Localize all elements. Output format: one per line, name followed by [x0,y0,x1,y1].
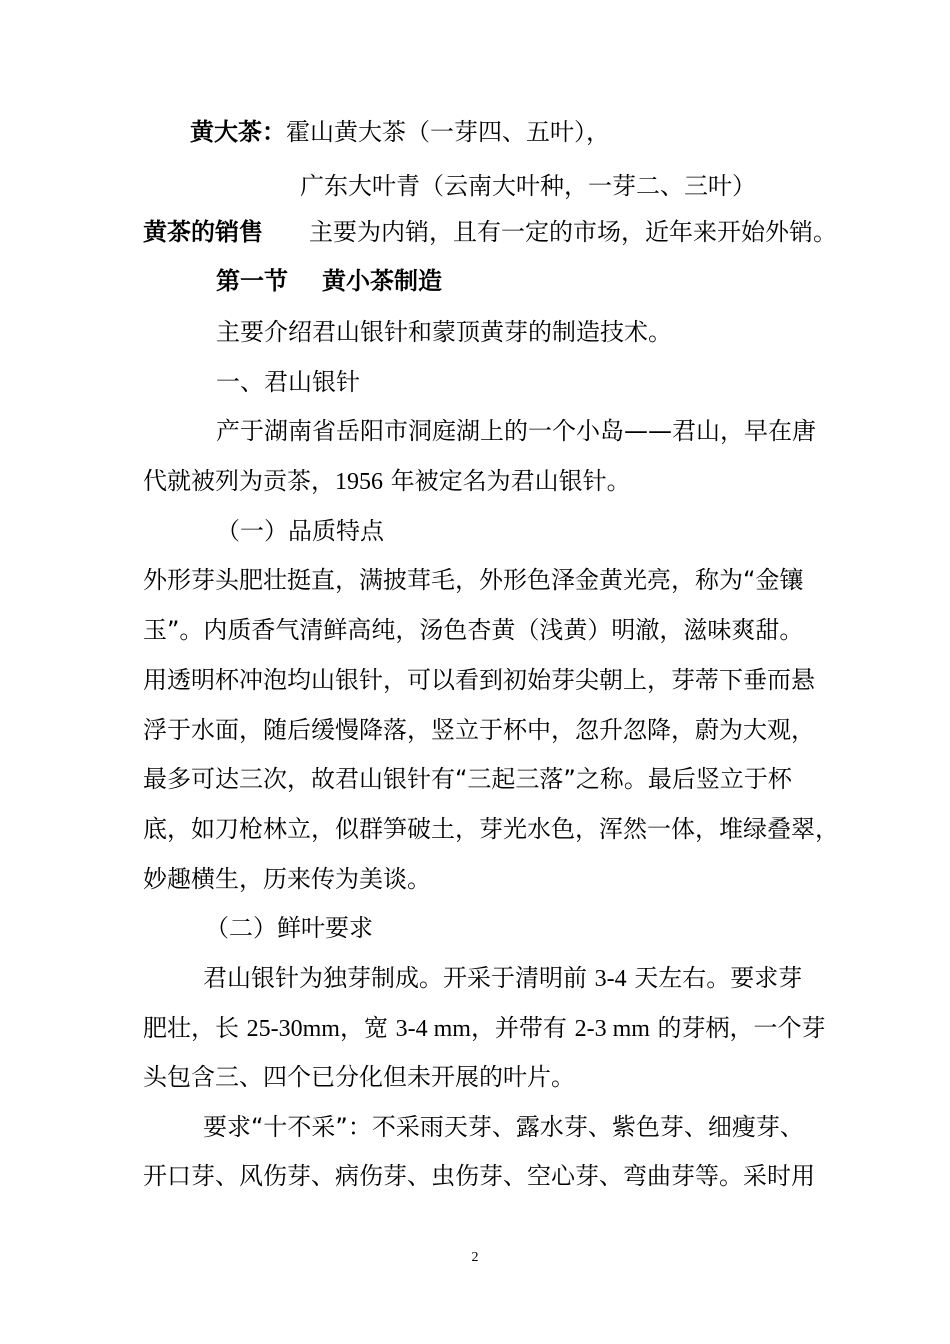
part1-heading: 一、君山银针 [216,368,360,396]
leaf-line5: 开口芽、风伤芽、病伤芽、虫伤芽、空心芽、弯曲芽等。采时用 [143,1162,815,1190]
section-title: 黄小茶制造 [322,267,442,295]
leaf-line2-b: ，宽 [339,1014,396,1042]
sales-text: 主要为内销，且有一定的市场，近年来开始外销。 [309,218,837,246]
leaf-line2 [143,1013,826,1044]
leaf-line2-d: 的芽柄，一个芽 [649,1014,826,1042]
quality-heading: （一）品质特点 [216,517,384,545]
leaf-line1 [203,963,802,994]
section-heading [216,266,442,296]
origin-line2 [143,466,631,497]
leaf-line1-a: 君山银针为独芽制成。开采于清明前 [203,964,595,992]
page-number: 2 [471,1250,479,1265]
leaf-line2-a: 肥壮，长 [143,1014,247,1042]
sales-label: 黄茶的销售 [143,218,263,246]
huangdacha-line2: 广东大叶青（云南大叶种，一芽二、三叶） [300,172,756,200]
huangdacha-line1 [190,117,610,147]
quality-line: 最多可达三次，故君山银针有“三起三落”之称。最后竖立于杯 [143,765,792,793]
sales-line [143,217,837,247]
origin-text-b: 年被定名为君山银针。 [383,467,631,495]
leaf-stem: 2-3 mm [574,1016,650,1042]
leaf-line4: 要求“十不采”：不采雨天芽、露水芽、紫色芽、细瘦芽、 [203,1113,804,1141]
quality-line: 外形芽头肥壮挺直，满披茸毛，外形色泽金黄光亮，称为“金镶 [143,566,804,594]
quality-line: 玉”。内质香气清鲜高纯，汤色杏黄（浅黄）明澈，滋味爽甜。 [143,616,804,644]
leaf-line2-c: ，并带有 [470,1014,575,1042]
leaf-days: 3-4 [594,966,627,992]
leaf-line3: 头包含三、四个已分化但未开展的叶片。 [143,1063,575,1091]
leaf-line1-b: 天左右。要求芽 [626,964,803,992]
origin-year: 1956 [335,469,383,495]
intro-paragraph: 主要介绍君山银针和蒙顶黄芽的制造技术。 [216,318,672,346]
quality-line: 浮于水面，随后缓慢降落，竖立于杯中，忽升忽降，蔚为大观， [143,716,815,744]
quality-line: 用透明杯冲泡均山银针，可以看到初始芽尖朝上，芽蒂下垂而悬 [143,666,815,694]
leaf-heading: （二）鲜叶要求 [205,914,373,942]
leaf-width: 3-4 mm [395,1016,471,1042]
origin-text-a: 代就被列为贡茶， [143,467,335,495]
huangdacha-label: 黄大茶： [190,118,286,146]
origin-line1: 产于湖南省岳阳市洞庭湖上的一个小岛——君山，早在唐 [216,417,816,445]
quality-line: 妙趣横生，历来传为美谈。 [143,865,431,893]
huangdacha-text1: 霍山黄大茶（一芽四、五叶）， [286,118,610,146]
section-number: 第一节 [216,267,288,295]
quality-line: 底，如刀枪林立，似群笋破土，芽光水色，浑然一体，堆绿叠翠， [143,815,839,843]
leaf-length: 25-30mm [246,1016,340,1042]
